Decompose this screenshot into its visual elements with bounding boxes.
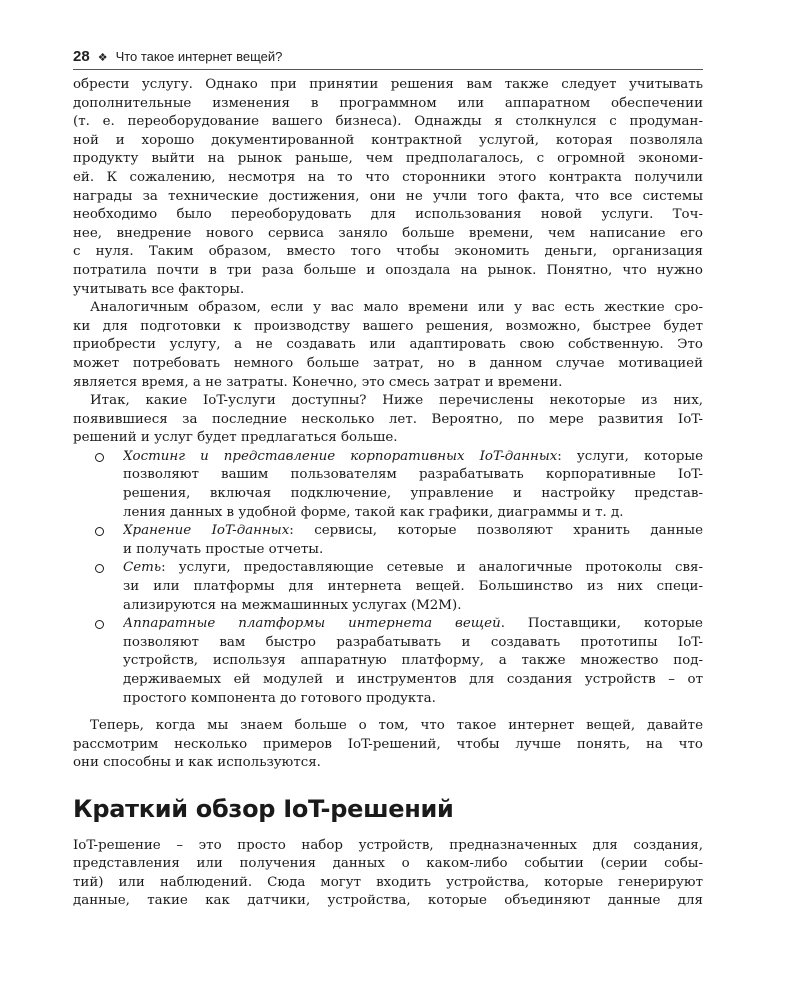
- text-line: ализируются на межмашинных услугах (M2M).: [123, 597, 462, 613]
- text-line: позволяют вашим пользователям разрабатывать корпоративные IoT-: [123, 467, 703, 483]
- service-list: [73, 448, 703, 708]
- text-line: приобрести услугу, а не создавать или адаптировать свою собственную. Это: [73, 337, 703, 353]
- list-item: [73, 522, 703, 559]
- text-line: простого компонента до готового продукта.: [123, 690, 436, 706]
- text-line: нее, внедрение нового сервиса заняло больше времени, чем написание его: [73, 225, 703, 241]
- text-line: ной и хорошо документированной контрактной услугой, которая позволяла: [73, 132, 703, 148]
- text-line: с нуля. Таким образом, вместо того чтобы экономить деньги, организация: [73, 244, 703, 260]
- list-item-text: . Поставщики, которые: [500, 616, 703, 632]
- text-line: решений и услуг будет предлагаться больше.: [73, 430, 398, 446]
- paragraph-4: [73, 717, 703, 773]
- text-line: они способны и как используются.: [73, 755, 321, 771]
- book-page: [73, 48, 703, 911]
- circle-bullet-icon: [95, 620, 104, 629]
- list-item-term: Хостинг и представление корпоративных IoT-данных: [123, 448, 558, 464]
- text-line: обрести услугу. Однако при принятии решения вам также следует учитывать: [73, 77, 703, 92]
- list-item: [73, 615, 703, 708]
- text-line: учитывать все факторы.: [73, 281, 245, 297]
- section-heading: Краткий обзор IoT-решений: [73, 794, 454, 823]
- text-line: тий) или наблюдений. Сюда могут входить устройства, которые генерируют: [73, 874, 703, 890]
- running-head: [73, 48, 703, 70]
- text-line: [123, 615, 703, 634]
- text-line: может потребовать немного больше затрат, но в данном случае мотивацией: [73, 355, 703, 371]
- text-line: данные, такие как датчики, устройства, которые объединяют данные для: [73, 893, 703, 909]
- paragraph-2: [73, 299, 703, 392]
- chapter-title: Что такое интернет вещей?: [115, 49, 283, 64]
- text-line: награды за технические достижения, они не учли того факта, что все системы: [73, 188, 703, 204]
- text-line: позволяют вам быстро разрабатывать и создавать прототипы IoT-: [123, 634, 703, 650]
- text-line: устройств, используя аппаратную платформу, а также множество под-: [123, 653, 703, 669]
- paragraph-1: [73, 76, 703, 299]
- paragraph-5: [73, 837, 703, 911]
- text-line: IoT-решение – это просто набор устройств, предназначенных для создания,: [73, 837, 703, 853]
- text-line: ей. К сожалению, несмотря на то что сторонники этого контракта получили: [73, 169, 703, 185]
- text-line: ки для подготовки к производству вашего решения, возможно, быстрее будет: [73, 318, 703, 334]
- text-line: ления данных в удобной форме, такой как графики, диаграммы и т. д.: [123, 504, 624, 520]
- text-line: зи или платформы для интернета вещей. Большинство из них специ-: [123, 579, 703, 595]
- text-line: является время, а не затраты. Конечно, это смесь затрат и времени.: [73, 374, 563, 390]
- list-item-term: Аппаратные платформы интернета вещей: [123, 616, 501, 632]
- text-line: дополнительные изменения в программном или аппаратном обеспечении: [73, 95, 703, 111]
- list-item-term: Хранение IoT-данных: [123, 523, 290, 539]
- list-item-text: : сервисы, которые позволяют хранить данные: [289, 523, 703, 539]
- diamond-separator-icon: ❖: [97, 52, 108, 64]
- text-line: Итак, какие IoT-услуги доступны? Ниже перечислены некоторые из них,: [90, 393, 703, 409]
- text-line: рассмотрим несколько примеров IoT-решений, чтобы лучше понять, на что: [73, 736, 703, 752]
- page-body: [73, 76, 703, 911]
- text-line: появившиеся за последние несколько лет. Вероятно, по мере развития IoT-: [73, 411, 703, 427]
- text-line: (т. е. переоборудование вашего бизнеса). Однажды я столкнулся с продуман-: [73, 114, 703, 130]
- text-line: продукту выйти на рынок раньше, чем предполагалось, с огромной экономи-: [73, 151, 703, 167]
- text-line: Аналогичным образом, если у вас мало времени или у вас есть жесткие сро-: [90, 300, 703, 316]
- text-line: потратила почти в три раза больше и опоздала на рынок. Понятно, что нужно: [73, 262, 703, 278]
- text-line: [123, 559, 703, 578]
- text-line: [123, 448, 703, 467]
- text-line: необходимо было переоборудовать для использования новой услуги. Точ-: [73, 207, 703, 223]
- circle-bullet-icon: [95, 527, 104, 536]
- text-line: решения, включая подключение, управление и настройку представ-: [123, 486, 703, 502]
- paragraph-3: [73, 392, 703, 448]
- list-item-text: : услуги, предоставляющие сетевые и аналогичные протоколы свя-: [161, 560, 703, 576]
- circle-bullet-icon: [95, 564, 104, 573]
- list-item-term: Сеть: [123, 560, 162, 576]
- list-item: [73, 559, 703, 615]
- page-number: 28: [73, 48, 90, 65]
- text-line: и получать простые отчеты.: [123, 541, 324, 557]
- text-line: держиваемых ей модулей и инструментов для создания устройств – от: [123, 672, 703, 687]
- circle-bullet-icon: [95, 453, 104, 462]
- text-line: Теперь, когда мы знаем больше о том, что такое интернет вещей, давайте: [90, 718, 703, 734]
- list-item-text: : услуги, которые: [557, 448, 703, 464]
- list-item: [73, 448, 703, 522]
- text-line: представления или получения данных о каком-либо событии (серии собы-: [73, 856, 703, 872]
- text-line: [123, 522, 703, 541]
